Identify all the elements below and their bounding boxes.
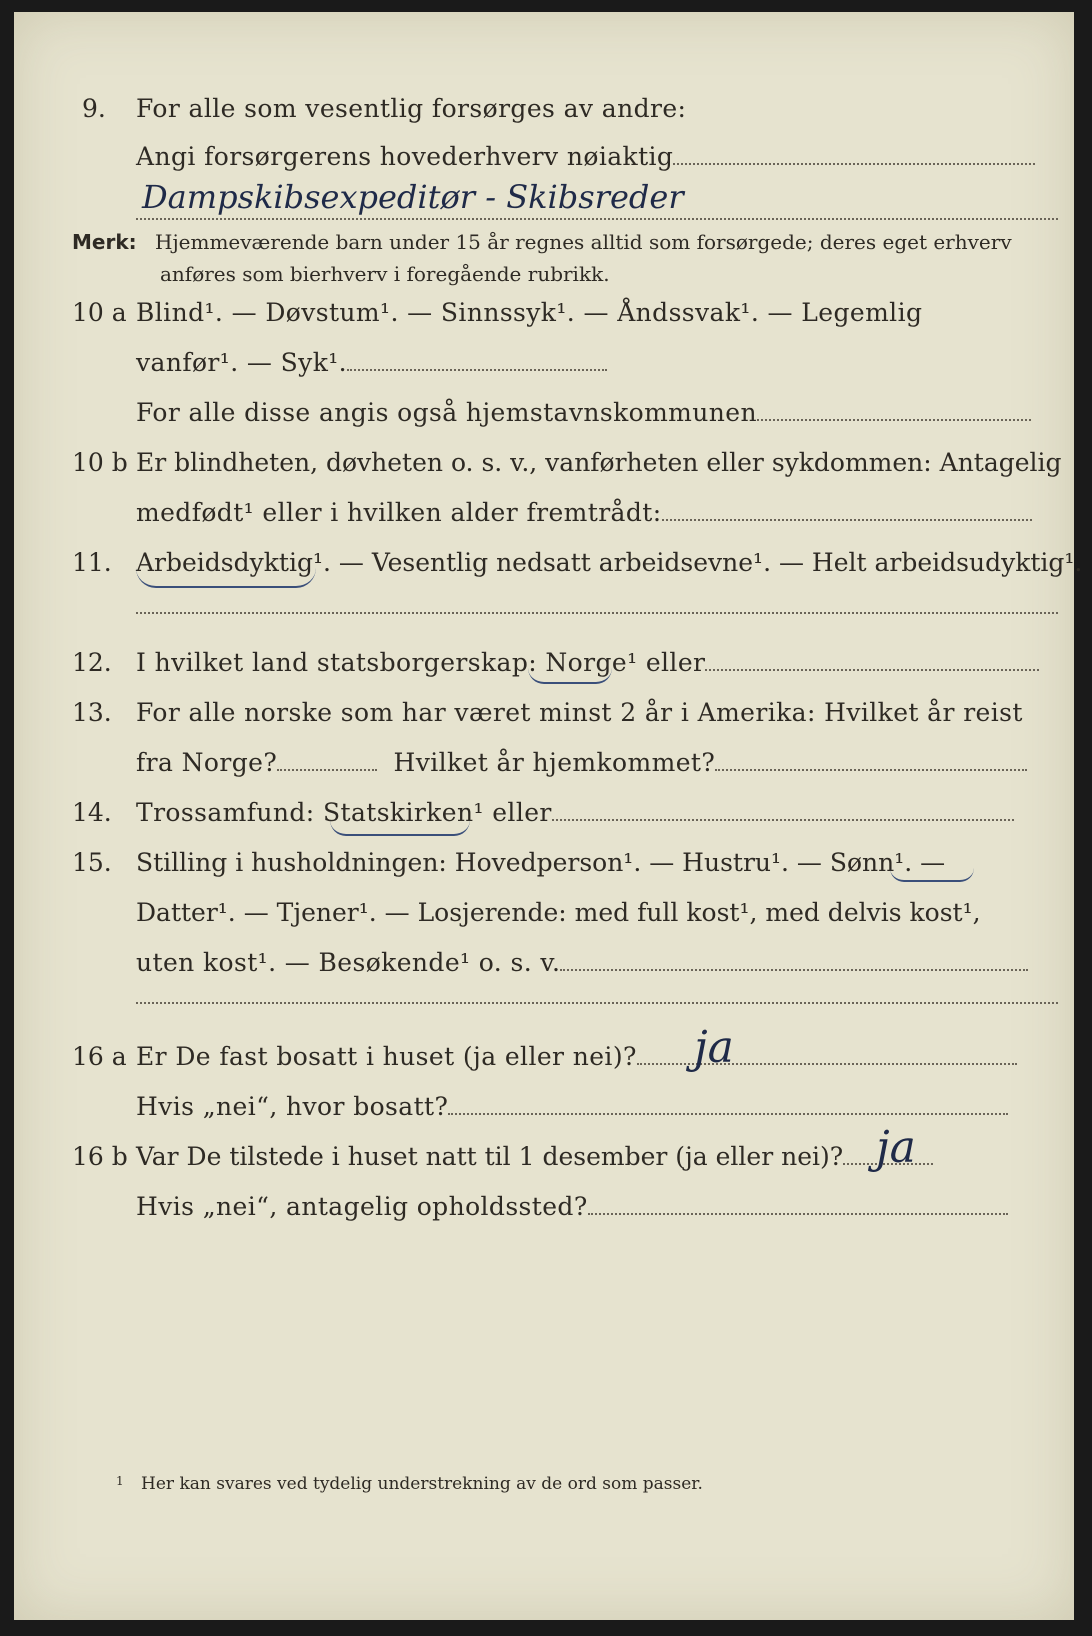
merk-line1: Hjemmeværende barn under 15 år regnes alltid som forsørgede; deres eget erhverv <box>155 230 1012 254</box>
q10a-line3-leader <box>757 418 1031 421</box>
q14-handwritten-underline <box>330 820 470 836</box>
q15-line3-text: uten kost¹. — Besøkende¹ o. s. v. <box>136 948 561 977</box>
q15-line2: Datter¹. — Tjener¹. — Losjerende: med full kost¹, med delvis kost¹, <box>136 898 981 927</box>
q13-line2 <box>136 748 1027 777</box>
q16b-line1 <box>136 1142 933 1171</box>
q11-handwritten-underline <box>136 568 316 588</box>
q13-leader-b <box>715 768 1027 771</box>
q10b-leader <box>662 518 1032 521</box>
q13-number: 13. <box>72 698 112 727</box>
q12-number: 12. <box>72 648 112 677</box>
q16b-line1-text: Var De tilstede i huset natt til 1 desember (ja eller nei)? <box>136 1142 844 1171</box>
q9-line1: For alle som vesentlig forsørges av andre: <box>136 94 687 123</box>
q9-answer-handwritten[interactable]: Dampskibsexpeditør - Skibsreder <box>142 178 684 216</box>
q16b-line2 <box>136 1192 1008 1221</box>
q9-line2 <box>136 142 1035 171</box>
q16b-answer-handwritten[interactable]: ja <box>876 1122 916 1173</box>
q16b-line2-leader <box>588 1212 1008 1215</box>
q10a-line2-text: vanfør¹. — Syk¹. <box>136 348 348 377</box>
q11-line1: Arbeidsdyktig¹. — Vesentlig nedsatt arbeidsevne¹. — Helt arbeidsudyktig¹. <box>136 548 1083 577</box>
q10b-line2 <box>136 498 1032 527</box>
q12-leader <box>705 668 1039 671</box>
footnote <box>116 1474 703 1494</box>
q13-leader-a <box>277 768 377 771</box>
q16a-line1-text: Er De fast bosatt i huset (ja eller nei)? <box>136 1042 637 1071</box>
q13-line2b-text: Hvilket år hjemkommet? <box>393 748 716 777</box>
q10a-line3 <box>136 398 1031 427</box>
q16b-line2-text: Hvis „nei“, antagelig opholdssted? <box>136 1192 588 1221</box>
q16a-line1 <box>136 1042 1017 1071</box>
merk-note <box>72 226 1012 290</box>
q15-leader <box>560 968 1028 971</box>
merk-line2: anføres som bierhverv i foregående rubrikk. <box>160 262 610 286</box>
q16b-number: 16 b <box>72 1142 128 1171</box>
q15-answer-line <box>136 1002 1058 1004</box>
q15-number: 15. <box>72 848 112 877</box>
census-form-page <box>14 12 1083 1620</box>
q14-line1-text: Trossamfund: Statskirken¹ eller <box>136 798 552 827</box>
q14-line1 <box>136 798 1014 827</box>
q10b-number: 10 b <box>72 448 128 477</box>
q9-leader <box>673 162 1035 165</box>
q13-line2a-text: fra Norge? <box>136 748 278 777</box>
q16a-line2-leader <box>448 1112 1008 1115</box>
q12-handwritten-underline <box>528 668 612 684</box>
q10a-line3-text: For alle disse angis også hjemstavnskommunen <box>136 398 757 427</box>
merk-label: Merk: <box>72 230 137 254</box>
q10a-leader <box>347 368 607 371</box>
q9-line2-text: Angi forsørgerens hovederhverv nøiaktig <box>136 142 674 171</box>
q14-number: 14. <box>72 798 112 827</box>
q11-answer-line <box>136 612 1058 614</box>
q10a-number: 10 a <box>72 298 127 327</box>
q9-answer-line <box>136 218 1058 220</box>
footnote-mark: 1 <box>116 1474 124 1488</box>
q10b-line2-text: medfødt¹ eller i hvilken alder fremtrådt: <box>136 498 662 527</box>
q10a-line2 <box>136 348 607 377</box>
q12-line1-text: I hvilket land statsborgerskap: Norge¹ eller <box>136 648 706 677</box>
q15-line3 <box>136 948 1028 977</box>
q16a-answer-handwritten[interactable]: ja <box>694 1022 734 1073</box>
q10a-line1: Blind¹. — Døvstum¹. — Sinnssyk¹. — Åndssvak¹. — Legemlig <box>136 298 923 327</box>
q11-number: 11. <box>72 548 112 577</box>
q13-line1: For alle norske som har været minst 2 år i Amerika: Hvilket år reist <box>136 698 1023 727</box>
q15-handwritten-underline <box>890 868 974 882</box>
q9-number: 9. <box>82 94 106 123</box>
q16a-number: 16 a <box>72 1042 127 1071</box>
q16a-line2-text: Hvis „nei“, hvor bosatt? <box>136 1092 449 1121</box>
q10b-line1: Er blindheten, døvheten o. s. v., vanførheten eller sykdommen: Antagelig <box>136 448 1062 477</box>
footnote-text: Her kan svares ved tydelig understrekning av de ord som passer. <box>141 1474 703 1494</box>
q14-leader <box>552 818 1014 821</box>
q16a-line2 <box>136 1092 1008 1121</box>
q15-line1: Stilling i husholdningen: Hovedperson¹. — Hustru¹. — Sønn¹. — <box>136 848 946 877</box>
